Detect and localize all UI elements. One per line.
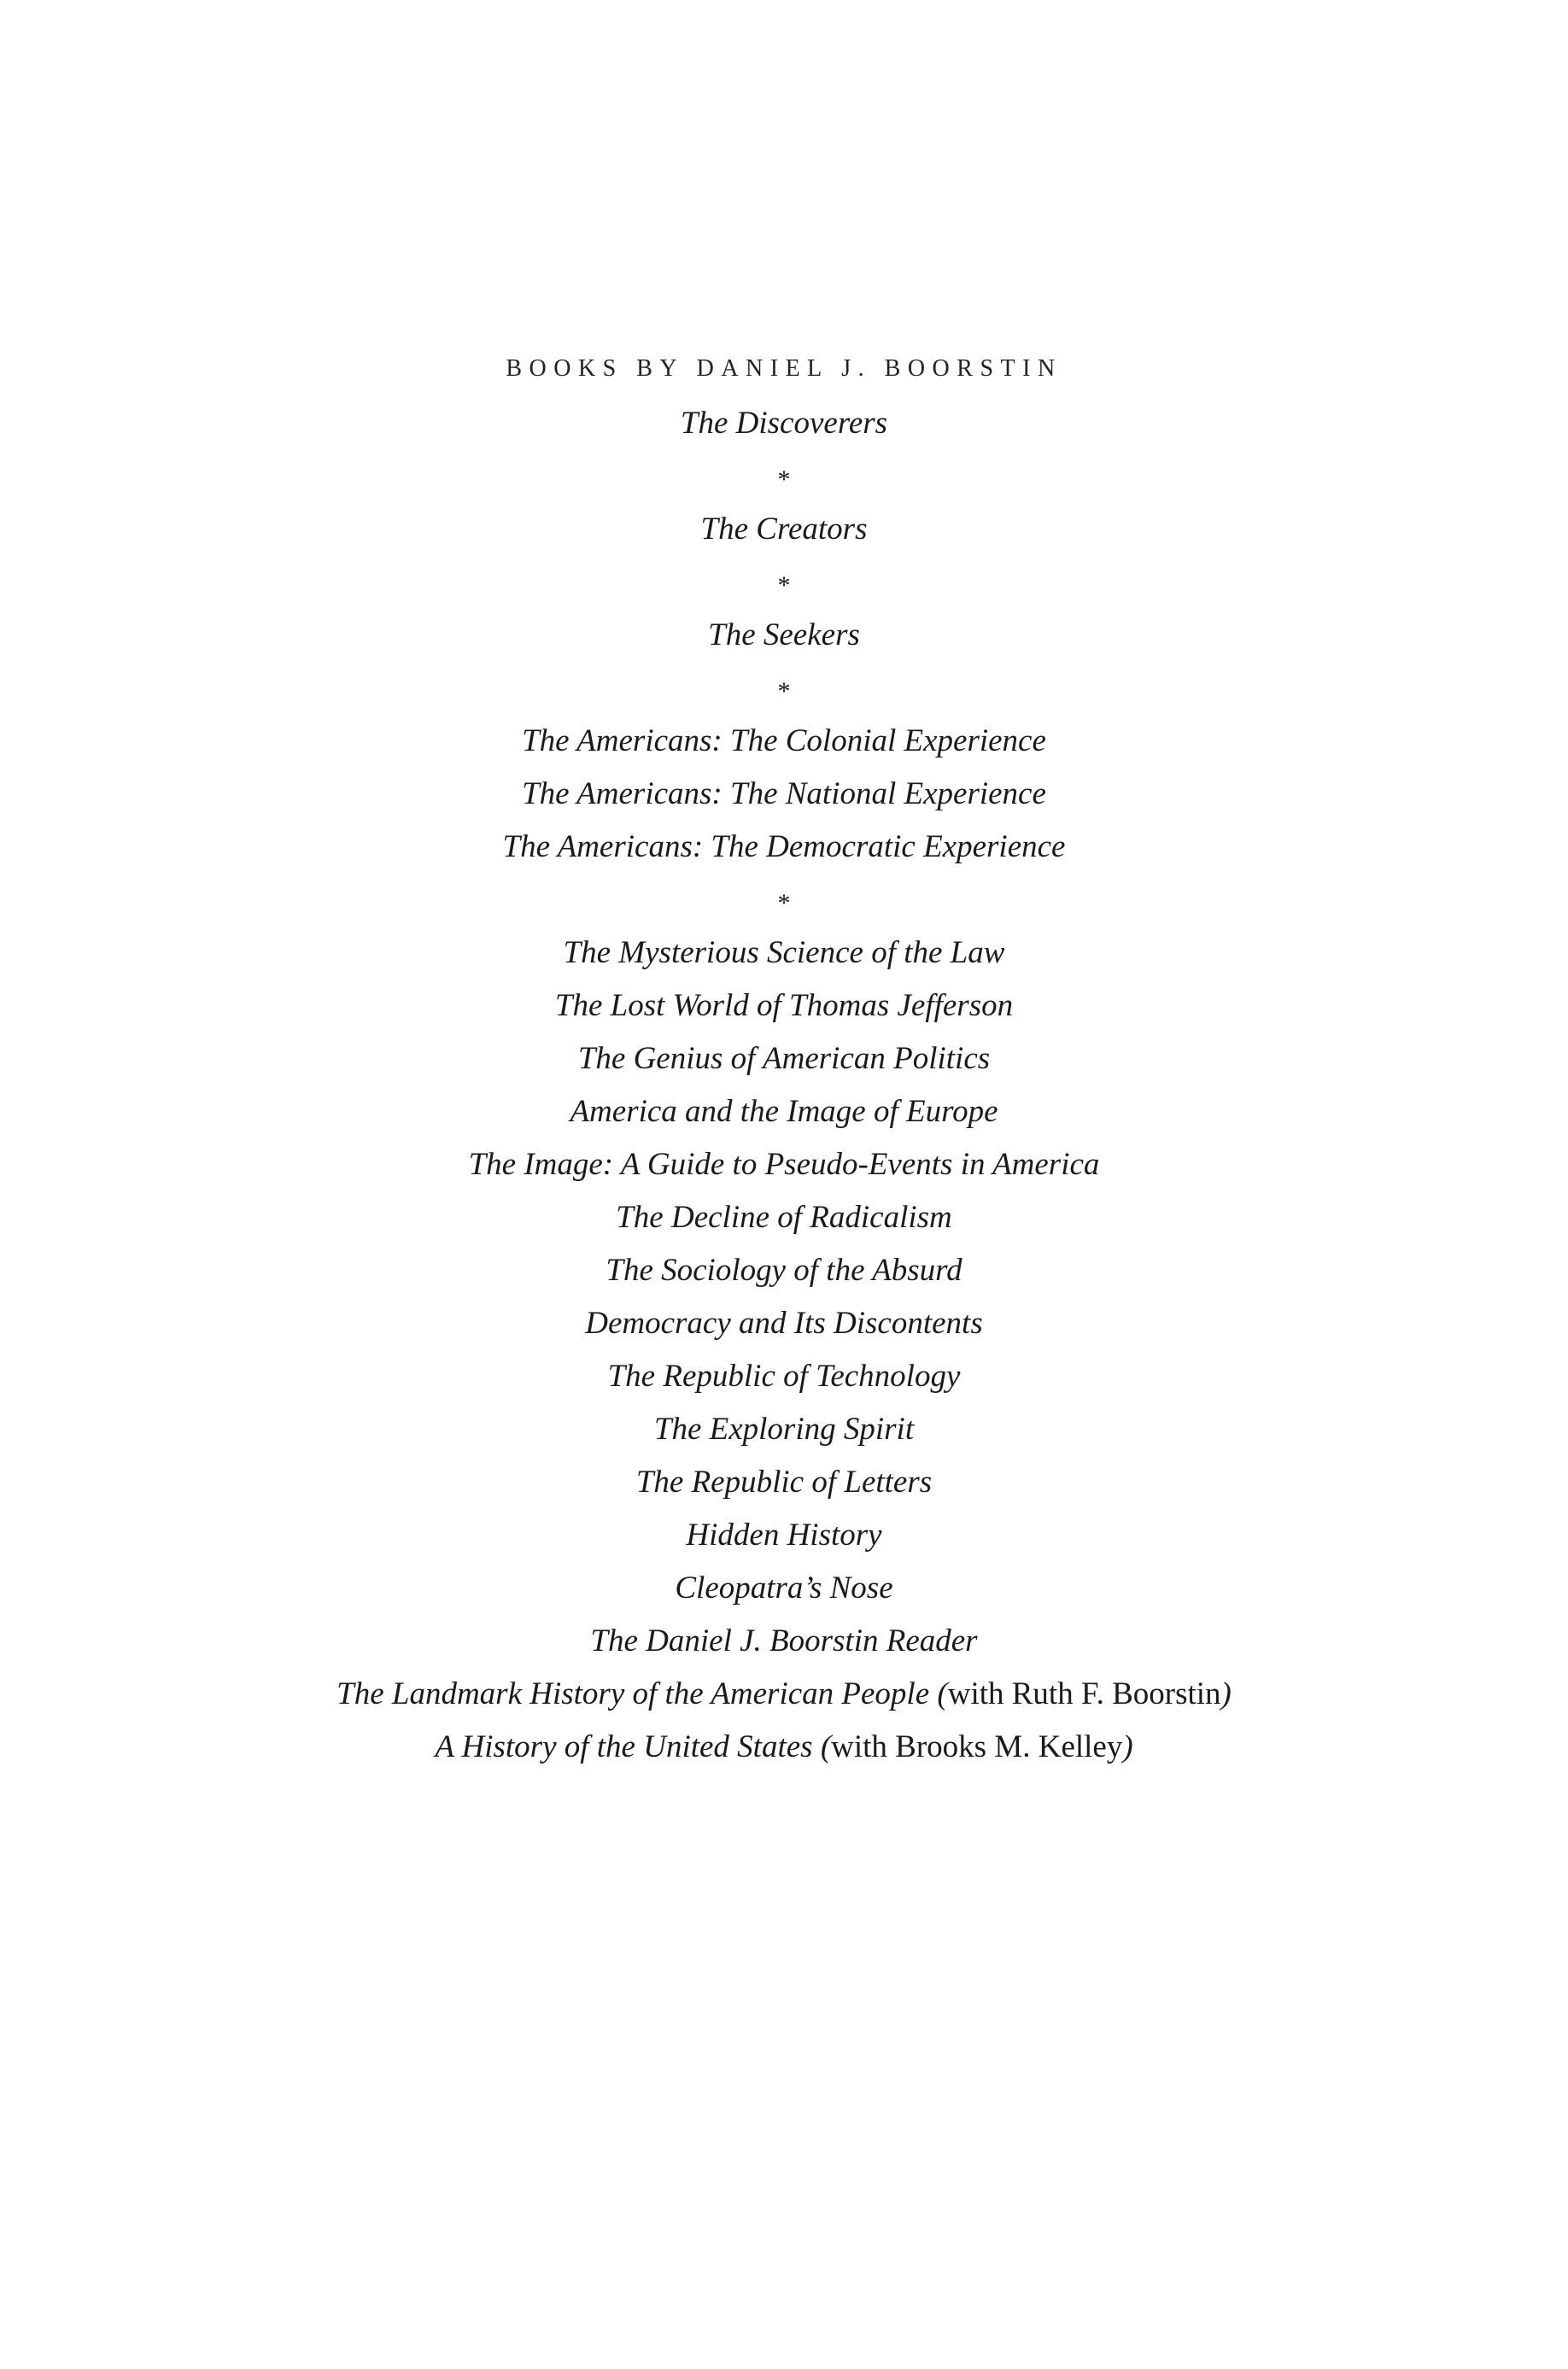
book-list: [0, 397, 1568, 1774]
book-title: The Mysterious Science of the Law: [563, 935, 1005, 970]
book-entry-coauthored: [0, 1721, 1568, 1774]
book-title: The Republic of Technology: [607, 1359, 961, 1394]
book-entry-coauthored: [0, 1668, 1568, 1721]
book-title: The Seekers: [708, 617, 860, 652]
book-title: A History of the United States: [435, 1729, 813, 1764]
book-title: Cleopatra’s Nose: [675, 1571, 893, 1606]
page-heading: BOOKS BY DANIEL J. BOORSTIN: [506, 355, 1062, 382]
book-title: Democracy and Its Discontents: [585, 1306, 983, 1341]
separator-asterisk: *: [777, 571, 791, 600]
paren-close: ): [1220, 1676, 1232, 1711]
book-title: The Sociology of the Absurd: [606, 1253, 962, 1288]
separator-asterisk: *: [777, 889, 791, 917]
book-title: The Creators: [700, 512, 868, 547]
coauthor-credit: with Ruth F. Boorstin: [947, 1676, 1221, 1711]
paren-open: (: [812, 1729, 832, 1764]
book-title: The Lost World of Thomas Jefferson: [554, 988, 1014, 1023]
book-title: Hidden History: [686, 1518, 882, 1553]
book-title: The Exploring Spirit: [653, 1412, 915, 1447]
paren-open: (: [929, 1676, 948, 1711]
book-title: The Decline of Radicalism: [616, 1200, 952, 1235]
book-title: The Republic of Letters: [635, 1465, 933, 1500]
book-title: The Americans: The Democratic Experience: [502, 829, 1066, 864]
book-title: The Americans: The Colonial Experience: [522, 723, 1046, 758]
book-title: The Discoverers: [680, 406, 888, 441]
book-title: The Genius of American Politics: [577, 1041, 991, 1076]
separator-asterisk: *: [777, 677, 791, 705]
book-title: The Americans: The National Experience: [522, 776, 1046, 811]
paren-close: ): [1122, 1729, 1133, 1764]
book-title: The Landmark History of the American People: [336, 1676, 930, 1711]
book-title: The Image: A Guide to Pseudo-Events in America: [468, 1147, 1100, 1182]
coauthor-credit: with Brooks M. Kelley: [831, 1729, 1123, 1764]
book-title: America and the Image of Europe: [570, 1094, 998, 1129]
book-title: The Daniel J. Boorstin Reader: [590, 1623, 978, 1658]
separator-asterisk: *: [777, 465, 791, 494]
